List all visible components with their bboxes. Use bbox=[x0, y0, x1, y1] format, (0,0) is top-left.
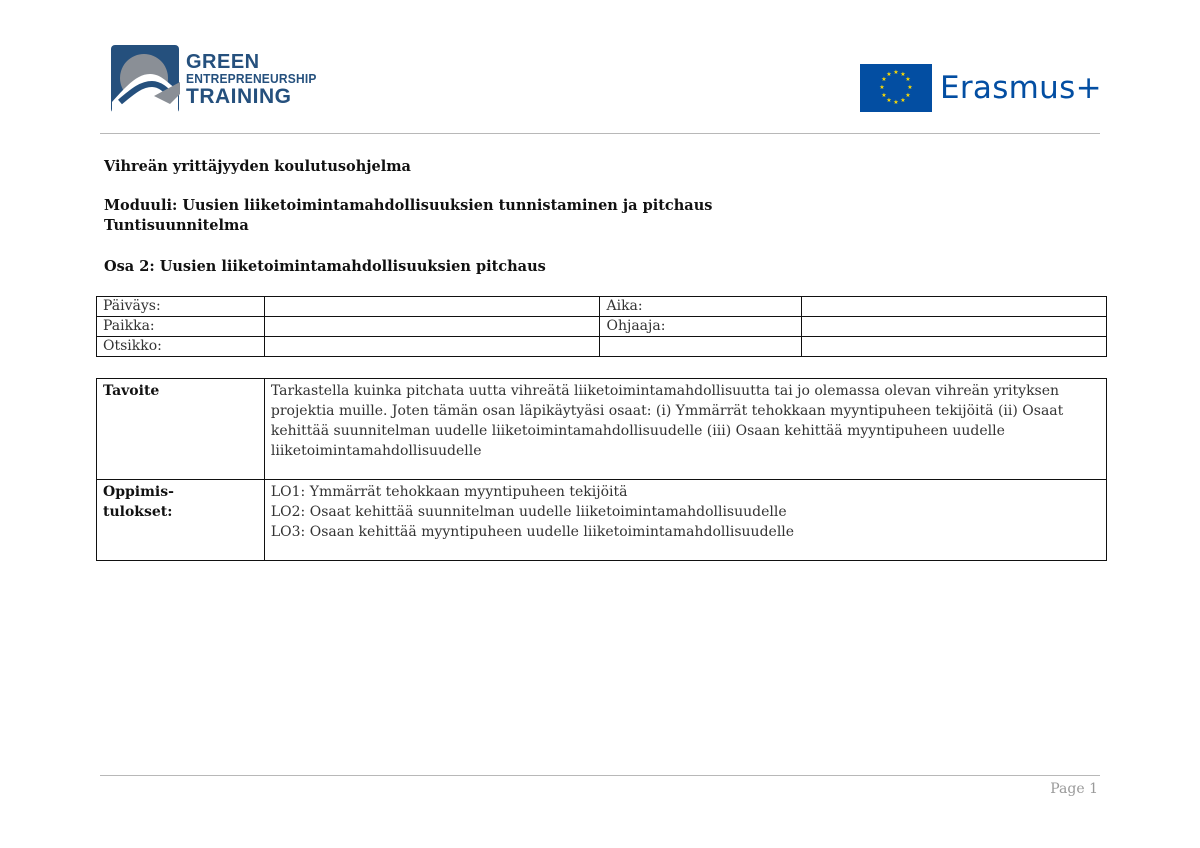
green-entrepreneurship-logo bbox=[110, 44, 317, 114]
goal-text: Tarkastella kuinka pitchata uutta vihreätä liiketoimintamahdollisuutta tai jo olemassa olevan vihreän yrityksen projektia muille. Joten tämän osan läpikäytyäsi osaat: (i) Ymmärrät tehokkaan myyntipuheen tekijöitä (ii) Osaat kehittää suunnitelman uudelle liiketoimintamahdollisuudelle (iii) Osaan kehittää myyntipuheen uudelle liiketoimintamahdollisuudelle bbox=[264, 379, 1106, 480]
lesson-plan-title: Tuntisuunnitelma bbox=[104, 217, 249, 234]
objectives-table bbox=[96, 378, 1107, 561]
learning-outcome-item: LO3: Osaan kehittää myyntipuheen uudelle liiketoimintamahdollisuudelle bbox=[270, 524, 795, 540]
table-row bbox=[97, 337, 1107, 357]
title-field[interactable] bbox=[264, 337, 600, 357]
instructor-label: Ohjaaja: bbox=[600, 317, 802, 337]
header-divider bbox=[100, 133, 1100, 134]
svg-text:★: ★ bbox=[905, 92, 911, 99]
title-label: Otsikko: bbox=[97, 337, 265, 357]
empty-cell bbox=[600, 337, 802, 357]
learning-outcome-item: LO1: Ymmärrät tehokkaan myyntipuheen tekijöitä bbox=[270, 484, 628, 500]
place-field[interactable] bbox=[264, 317, 600, 337]
logo-text-entrepreneurship: ENTREPRENEURSHIP bbox=[186, 71, 317, 86]
table-row bbox=[97, 379, 1107, 480]
logo-text-green: GREEN bbox=[186, 50, 260, 73]
lesson-info-table bbox=[96, 296, 1107, 357]
date-label: Päiväys: bbox=[97, 297, 265, 317]
erasmus-logo bbox=[860, 64, 1102, 112]
table-row bbox=[97, 297, 1107, 317]
svg-text:★: ★ bbox=[879, 84, 885, 91]
svg-text:★: ★ bbox=[881, 92, 887, 99]
goal-label: Tavoite bbox=[97, 379, 265, 480]
learning-outcomes-label-line2: tulokset: bbox=[103, 504, 173, 520]
svg-text:★: ★ bbox=[893, 69, 899, 76]
svg-text:★: ★ bbox=[905, 76, 911, 83]
instructor-field[interactable] bbox=[802, 317, 1107, 337]
svg-text:★: ★ bbox=[886, 71, 892, 78]
svg-text:★: ★ bbox=[893, 99, 899, 106]
empty-cell bbox=[802, 337, 1107, 357]
learning-outcomes-label bbox=[97, 480, 265, 561]
program-title: Vihreän yrittäjyyden koulutusohjelma bbox=[104, 158, 411, 175]
time-field[interactable] bbox=[802, 297, 1107, 317]
erasmus-plus-label: Erasmus+ bbox=[940, 70, 1102, 106]
eu-flag-icon bbox=[860, 64, 932, 112]
part-title: Osa 2: Uusien liiketoimintamahdollisuuksien pitchaus bbox=[104, 258, 546, 275]
learning-outcomes-label-line1: Oppimis- bbox=[103, 484, 174, 500]
time-label: Aika: bbox=[600, 297, 802, 317]
green-entrepreneurship-logo-icon bbox=[110, 44, 180, 114]
logo-text-training: TRAINING bbox=[186, 84, 292, 108]
svg-text:★: ★ bbox=[900, 97, 906, 104]
table-row bbox=[97, 480, 1107, 561]
learning-outcome-item: LO2: Osaat kehittää suunnitelman uudelle liiketoimintamahdollisuudelle bbox=[270, 504, 787, 520]
svg-text:★: ★ bbox=[881, 76, 887, 83]
learning-outcomes-list bbox=[264, 480, 1106, 561]
footer-divider bbox=[100, 775, 1100, 776]
table-row bbox=[97, 317, 1107, 337]
svg-text:★: ★ bbox=[900, 71, 906, 78]
svg-text:★: ★ bbox=[907, 84, 913, 91]
page-number: Page 1 bbox=[1050, 781, 1098, 797]
module-title: Moduuli: Uusien liiketoimintamahdollisuuksien tunnistaminen ja pitchaus bbox=[104, 197, 713, 214]
place-label: Paikka: bbox=[97, 317, 265, 337]
svg-text:★: ★ bbox=[886, 97, 892, 104]
date-field[interactable] bbox=[264, 297, 600, 317]
